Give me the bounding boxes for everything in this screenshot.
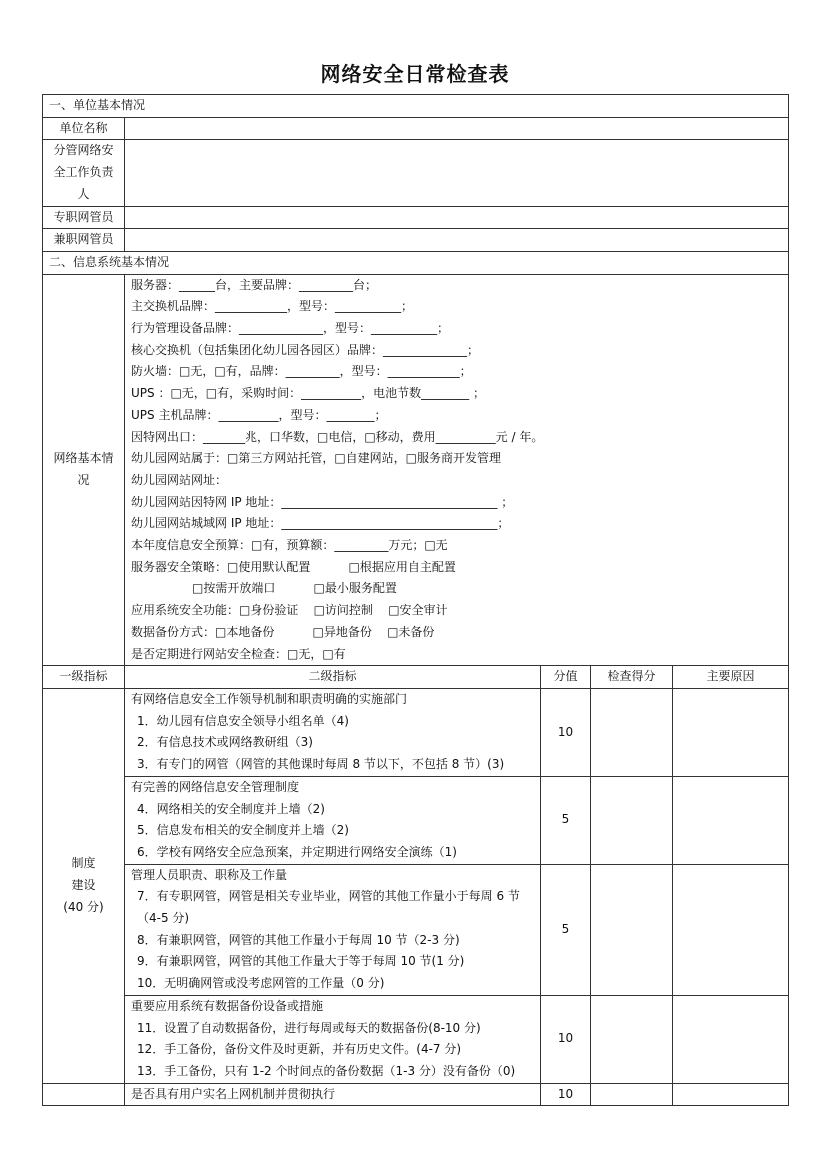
reason-input[interactable]	[673, 864, 789, 995]
category-text: 建设	[71, 877, 96, 892]
network-line: 幼儿园网站因特网 IP 地址：____________________________________ ；	[131, 494, 514, 509]
field-label: 专职网管员	[43, 206, 125, 229]
check-score-input[interactable]	[591, 864, 673, 995]
criteria-line: （4-5 分)	[137, 911, 190, 926]
network-line: 服务器安全策略：□使用默认配置 □根据应用自主配置	[131, 559, 456, 574]
category-cell	[43, 1083, 125, 1106]
check-score-input[interactable]	[591, 688, 673, 776]
criteria-cell	[125, 1083, 541, 1106]
header-check-score: 检查得分	[591, 666, 673, 689]
network-line: 数据备份方式：□本地备份 □异地备份 □未备份	[131, 624, 435, 639]
category-text: 制度	[71, 856, 96, 871]
field-value[interactable]	[125, 206, 789, 229]
network-line: 应用系统安全功能：□身份验证 □访问控制 □安全审计	[131, 603, 448, 618]
criteria-line: 有完善的网络信息安全管理制度	[131, 779, 300, 794]
network-line: 幼儿园网站城域网 IP 地址：____________________________________；	[131, 516, 510, 531]
criteria-line: 1．幼儿园有信息安全领导小组名单（4)	[137, 713, 349, 728]
criteria-line: 管理人员职责、职称及工作量	[131, 867, 288, 882]
category-text: (40 分)	[63, 899, 104, 914]
category-cell	[43, 688, 125, 1083]
network-details[interactable]	[125, 274, 789, 666]
network-line: 幼儿园网站网址：	[131, 472, 228, 487]
network-line: 因特网出口：_______兆，口华数，□电信，□移动，费用__________元 / 年。	[131, 429, 544, 444]
score-value: 5	[541, 776, 591, 864]
field-value[interactable]	[125, 140, 789, 206]
criteria-line: 5．信息发布相关的安全制度并上墙（2)	[137, 823, 349, 838]
criteria-line: 是否具有用户实名上网机制并贯彻执行	[131, 1086, 336, 1101]
criteria-line: 12．手工备份，备份文件及时更新，并有历史文件。(4-7 分)	[137, 1042, 462, 1057]
network-line: 本年度信息安全预算：□有，预算额：_________万元；□无	[131, 538, 448, 553]
header-level1: 一级指标	[43, 666, 125, 689]
criteria-line: 重要应用系统有数据备份设备或措施	[131, 998, 324, 1013]
section-header: 二、信息系统基本情况	[43, 251, 789, 274]
criteria-line: 9．有兼职网管，网管的其他工作量大于等于每周 10 节(1 分)	[137, 954, 465, 969]
check-score-input[interactable]	[591, 995, 673, 1083]
section-header: 一、单位基本情况	[43, 95, 789, 118]
score-value: 5	[541, 864, 591, 995]
score-value: 10	[541, 995, 591, 1083]
criteria-cell	[125, 776, 541, 864]
reason-input[interactable]	[673, 995, 789, 1083]
network-line: UPS 主机品牌：__________，型号：________；	[131, 407, 387, 422]
criteria-cell	[125, 864, 541, 995]
network-line: 是否定期进行网站安全检查：□无，□有	[131, 646, 346, 661]
field-value[interactable]	[125, 229, 789, 252]
reason-input[interactable]	[673, 1083, 789, 1106]
network-line: 行为管理设备品牌：______________，型号：___________；	[131, 321, 450, 336]
network-line: □按需开放端口 □最小服务配置	[131, 581, 397, 596]
network-line: 幼儿园网站属于：□第三方网站托管，□自建网站，□服务商开发管理	[131, 451, 502, 466]
criteria-line: 13．手工备份，只有 1-2 个时间点的备份数据（1-3 分）没有备份（0)	[137, 1063, 516, 1078]
network-line: UPS ：□无，□有，采购时间：__________，电池节数________ ；	[131, 386, 485, 401]
criteria-line: 6．学校有网络安全应急预案，并定期进行网络安全演练（1)	[137, 844, 457, 859]
check-score-input[interactable]	[591, 1083, 673, 1106]
criteria-line: 有网络信息安全工作领导机制和职责明确的实施部门	[131, 691, 408, 706]
field-label: 分管网络安全工作负责人	[43, 140, 125, 206]
score-value: 10	[541, 1083, 591, 1106]
criteria-line: 3．有专门的网管（网管的其他课时每周 8 节以下，不包括 8 节）(3)	[137, 757, 505, 772]
criteria-line: 10．无明确网管或没考虑网管的工作量（0 分)	[137, 976, 385, 991]
network-line: 主交换机品牌：____________，型号：___________；	[131, 299, 414, 314]
page-title: 网络安全日常检查表	[320, 62, 510, 86]
criteria-cell	[125, 688, 541, 776]
criteria-line: 2．有信息技术或网络教研组（3)	[137, 735, 313, 750]
reason-input[interactable]	[673, 776, 789, 864]
header-reason: 主要原因	[673, 666, 789, 689]
field-value[interactable]	[125, 117, 789, 140]
network-label: 网络基本情况	[43, 274, 125, 666]
check-score-input[interactable]	[591, 776, 673, 864]
header-score: 分值	[541, 666, 591, 689]
inspection-table	[42, 94, 789, 1106]
criteria-line: 8．有兼职网管，网管的其他工作量小于每周 10 节（2-3 分)	[137, 932, 460, 947]
network-line: 服务器：______台，主要品牌：_________台；	[131, 277, 378, 292]
field-label: 兼职网管员	[43, 229, 125, 252]
criteria-cell	[125, 995, 541, 1083]
network-line: 防火墙：□无，□有，品牌：_________，型号：____________；	[131, 364, 472, 379]
criteria-line: 4．网络相关的安全制度并上墙（2)	[137, 801, 325, 816]
score-value: 10	[541, 688, 591, 776]
criteria-line: 11．设置了自动数据备份，进行每周或每天的数据备份(8-10 分)	[137, 1020, 481, 1035]
criteria-line: 7．有专职网管，网管是相关专业毕业，网管的其他工作量小于每周 6 节	[137, 889, 520, 904]
header-level2: 二级指标	[125, 666, 541, 689]
reason-input[interactable]	[673, 688, 789, 776]
field-label: 单位名称	[43, 117, 125, 140]
network-line: 核心交换机（包括集团化幼儿园各园区）品牌：______________；	[131, 342, 480, 357]
